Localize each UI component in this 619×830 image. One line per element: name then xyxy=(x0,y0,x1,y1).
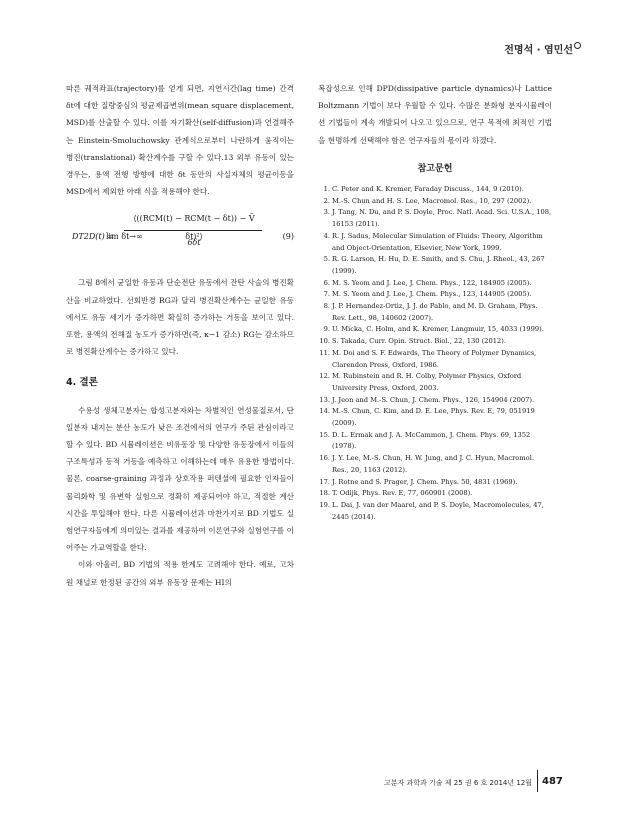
reference-item xyxy=(318,453,552,476)
reference-number: 10. xyxy=(319,337,330,346)
reference-text: M. Doi and S. F. Edwards, The Theory of Polymer Dynamics, Clarendon Press, Oxford, 1986. xyxy=(332,348,537,369)
reference-number: 8. xyxy=(323,302,330,311)
body-paragraph: 수용성 생체고분자는 합성고분자와는 차별적인 연성물질로서, 단일분자 내지는 분산 농도가 낮은 조건에서의 연구가 주된 관심이라고 할 수 있다. BD 시뮬레이션은 비유동장 및 다양한 유동장에서 이들의 구조특성과 동적 거동을 예측하고 이해하는데 매우 유용한 방법이다. 물론, coarse-graining 과정과 상호작용 퍼텐셜에 필요한 인자들이 물리화학 및 유변학 실험으로 정확히 제공되어야 하고, 적절한 계산 시간을 투입해야 한다. 다른 시뮬레이션과 마찬가지로 BD 기법도 실험연구자들에게 의미있는 결과를 제공하여 이론연구와 실험연구를 이어주는 가교역할을 한다. xyxy=(66,405,294,553)
reference-text: J. Y. Lee, M.-S. Chun, H. W. Jung, and J. C. Hyun, Macromol. Res., 20, 1163 (2012). xyxy=(332,454,534,474)
reference-item xyxy=(318,207,552,230)
body-paragraph: 따른 궤적좌표(trajectory)를 얻게 되면, 지연시간(lag time) 간격 δt에 대한 질량중심의 평균제곱변위(mean square displacement, MSD)를 산출할 수 있다. 이를 자기확산(self-diffusion)과 연결해주는 Einstein-Smoluchowsky 관계식으로부터 나란하게 움직이는 병진(translational) 확산계수를 구할 수 있다.13 외부 유동이 있는 경우는, 용액 전행 방향에 대한 δt 동안의 사실자체의 평균이동을 MSD에서 제외한 아래 식을 적용해야 한다. xyxy=(66,84,294,197)
reference-number: 4. xyxy=(323,231,330,240)
reference-text: L. Dai, J. van der Maarel, and P. S. Doyle, Macromolecules, 47, 2445 (2014). xyxy=(332,501,544,521)
reference-text: S. Takada, Curr. Opin. Struct. Biol., 22, 130 (2012). xyxy=(332,337,506,346)
reference-number: 6. xyxy=(323,278,330,287)
reference-item xyxy=(318,254,552,277)
reference-item xyxy=(318,488,552,500)
reference-item xyxy=(318,395,552,407)
reference-number: 18. xyxy=(319,489,330,498)
reference-number: 17. xyxy=(319,477,330,486)
reference-item xyxy=(318,324,552,336)
reference-number: 12. xyxy=(319,372,330,381)
reference-text: D. L. Ermak and J. A. McCammon, J. Chem. Phys. 69, 1352 (1978). xyxy=(332,430,531,451)
equation-lhs: DT2D(t) = xyxy=(72,232,114,242)
references-heading: 참고문헌 xyxy=(417,163,453,174)
reference-number: 19. xyxy=(319,501,330,509)
reference-item xyxy=(318,289,552,301)
reference-number: 11. xyxy=(319,348,330,357)
reference-number: 5. xyxy=(323,255,330,264)
body-paragraph: 복잡성으로 인해 DPD(dissipative particle dynamics)나 Lattice Boltzmann 기법이 보다 우월할 수 있다. 수많은 분화형 분자시뮬레이션 기법들이 계속 개발되어 나오고 있으므로, 연구 목적에 최적인 기법을 현명하게 선택해야 함은 연구자들의 몫이라 하겠다. xyxy=(318,84,552,145)
reference-number: 9. xyxy=(323,325,330,334)
body-paragraph: 그림 8에서 균일한 유동과 단순전단 유동에서 잔탄 사슬의 병진확산을 비교하였다. 선회반경 RG과 달리 병진확산계수는 균일한 유동에서도 유동 세기가 증가하면 확실히 증가하는 거동을 보이고 있다. 또한, 용액의 전해질 농도가 증가하면(즉, κ−1 감소) RG는 감소하므로 병진확산계수는 증가하고 있다. xyxy=(66,278,294,357)
reference-text: M.-S. Chun, C. Kim, and D. E. Lee, Phys. Rev. E, 79, 051919 (2009). xyxy=(332,407,535,428)
equation-denominator: 6δt xyxy=(187,238,201,248)
reference-text: R. G. Larson, H. Hu, D. E. Smith, and S. Chu, J. Rheol., 43, 267 (1999). xyxy=(332,255,545,275)
reference-text: M. S. Yeom and J. Lee, J. Chem. Phys., 123, 144905 (2005). xyxy=(332,290,532,299)
reference-number: 14. xyxy=(319,407,330,416)
equation-numerator: ⟨((RCM(t) − RCM(t − δt)) − V̄ δt)²⟩ xyxy=(133,214,255,241)
section-heading: 4. 결론 xyxy=(66,377,98,389)
reference-text: M.-S. Chun and H. S. Lee, Macromol. Res., 10, 297 (2002). xyxy=(332,196,532,205)
left-column xyxy=(66,80,294,591)
equation-number: (9) xyxy=(282,232,294,242)
reference-item xyxy=(318,231,552,254)
fraction-bar xyxy=(124,230,262,231)
reference-text: J. Jeon and M.-S. Chun, J. Chem. Phys., 126, 154904 (2007). xyxy=(332,395,535,404)
reference-text: C. Peter and K. Kremer, Faraday Discuss., 144, 9 (2010). xyxy=(332,185,524,194)
reference-text: T. Odijk, Phys. Rev. E, 77, 060901 (2008). xyxy=(332,489,473,498)
reference-item xyxy=(318,500,552,523)
header-circle-icon xyxy=(574,42,581,49)
reference-item xyxy=(318,348,552,371)
reference-number: 16. xyxy=(319,454,330,463)
reference-item xyxy=(318,278,552,290)
reference-text: M. S. Yeom and J. Lee, J. Chem. Phys., 122, 184905 (2005). xyxy=(332,278,532,287)
reference-item xyxy=(318,184,552,196)
reference-number: 1. xyxy=(323,185,330,194)
reference-number: 2. xyxy=(323,196,330,205)
body-paragraph: 이와 아울러, BD 기법의 적용 한계도 고려해야 한다. 예로, 고차원 채널로 한정된 공간의 외부 유동장 문제는 HI의 xyxy=(66,560,294,587)
equation-limit: lim δt→∞ xyxy=(106,232,143,242)
reference-number: 13. xyxy=(319,395,330,404)
reference-item xyxy=(318,477,552,489)
reference-text: M. Rubinstein and R. H. Colby, Polymer Physics, Oxford University Press, Oxford, 2003. xyxy=(332,372,522,392)
reference-number: 3. xyxy=(323,208,330,217)
reference-number: 15. xyxy=(319,430,330,439)
reference-item xyxy=(318,301,552,324)
right-column xyxy=(318,80,552,523)
reference-text: J. Tang, N. Du, and P. S. Doyle, Proc. Natl. Acad. Sci. U.S.A., 108, 16153 (2011). xyxy=(332,208,552,229)
reference-item xyxy=(318,430,552,453)
page-number: 487 xyxy=(542,776,563,787)
reference-text: U. Micka, C. Holm, and K. Kremer, Langmuir, 15, 4033 (1999). xyxy=(332,325,544,334)
reference-text: J. P. Hernandez-Ortiz, J. J. de Pablo, and M. D. Graham, Phys. Rev. Lett., 98, 140602 (2007). xyxy=(332,302,538,322)
running-header-authors: 전명석 · 염민선 xyxy=(504,45,573,56)
reference-item xyxy=(318,196,552,208)
reference-item xyxy=(318,406,552,429)
reference-text: J. Rotne and S. Prager, J. Chem. Phys. 50, 4831 (1969). xyxy=(332,477,518,486)
reference-list xyxy=(318,184,552,523)
footer-divider xyxy=(537,770,538,792)
footer-journal-info: 고분자 과학과 기술 제 25 권 6 호 2014년 12월 xyxy=(384,779,533,787)
reference-number: 7. xyxy=(323,290,330,299)
reference-text: R. J. Sadus, Molecular Simulation of Fluids: Theory, Algorithm and Object-Orientation, Elsevier, New York, 1999. xyxy=(332,231,543,252)
reference-item xyxy=(318,336,552,348)
equation-9 xyxy=(66,206,294,258)
reference-item xyxy=(318,371,552,394)
